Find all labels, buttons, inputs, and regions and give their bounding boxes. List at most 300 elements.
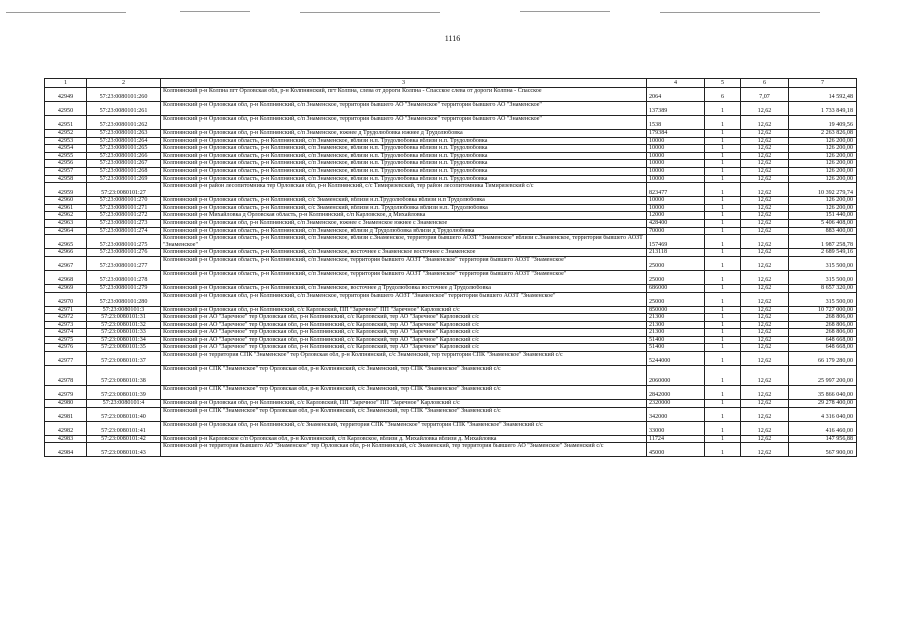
cadastral-number-cell: 57:23:0080101:276: [87, 249, 161, 257]
row-number-cell: 42957: [45, 167, 87, 175]
table-row: [45, 175, 857, 183]
location-description-cell: Колпнянский р-н Орловская обл, р-н Колпнянский, с/п Знаменское, территория бывшего АО "Знаменское" территория бывшего АО "Знаменское": [161, 102, 647, 116]
value-cell: 126 200,00: [789, 137, 857, 145]
row-number-cell: 42950: [45, 102, 87, 116]
rate-cell: 12,62: [741, 386, 789, 400]
cadastral-number-cell: 57:23:0080101:278: [87, 270, 161, 284]
factor-cell: 1: [705, 197, 741, 205]
cadastral-number-cell: 57:23:0080101:261: [87, 102, 161, 116]
area-cell: 10000: [647, 204, 705, 212]
table-row: [45, 386, 857, 400]
cadastral-number-cell: 57:23:0080101:279: [87, 284, 161, 292]
table-row: [45, 88, 857, 102]
location-description-cell: Колпнянский р-н Орловская область, р-н Колпнянский, с/п Знаменское, территория бывшего АОЗТ "Знаменское" территория бывшего АОЗТ "Знаменское": [161, 270, 647, 284]
table-row: [45, 366, 857, 386]
factor-cell: 1: [705, 167, 741, 175]
area-cell: 10000: [647, 137, 705, 145]
area-cell: 1538: [647, 116, 705, 130]
rate-cell: 12,62: [741, 400, 789, 408]
area-cell: 33000: [647, 421, 705, 435]
area-cell: 10000: [647, 145, 705, 153]
row-number-cell: 42977: [45, 352, 87, 366]
factor-cell: 1: [705, 204, 741, 212]
value-cell: 567 900,00: [789, 443, 857, 457]
location-description-cell: Колпнянский р-н Орловская обл, р-н Колпнянский, с/п Знаменское, территория бывшего АОЗТ "Знаменское" территория бывшего АОЗТ "Знаменское": [161, 292, 647, 306]
row-number-cell: 42979: [45, 386, 87, 400]
factor-cell: 1: [705, 336, 741, 344]
table-row: [45, 102, 857, 116]
factor-cell: 1: [705, 256, 741, 270]
cadastral-number-cell: 57:23:0080101:277: [87, 256, 161, 270]
rate-cell: 12,62: [741, 344, 789, 352]
rate-cell: 12,62: [741, 137, 789, 145]
cadastral-number-cell: 57:23:0080101:43: [87, 443, 161, 457]
area-cell: 51400: [647, 344, 705, 352]
value-cell: 416 460,00: [789, 421, 857, 435]
value-cell: 4 316 040,00: [789, 407, 857, 421]
factor-cell: 1: [705, 421, 741, 435]
factor-cell: 1: [705, 435, 741, 443]
factor-cell: 1: [705, 292, 741, 306]
factor-cell: 1: [705, 400, 741, 408]
factor-cell: 1: [705, 407, 741, 421]
column-header: 5: [705, 79, 741, 88]
factor-cell: 1: [705, 306, 741, 314]
rate-cell: 12,62: [741, 212, 789, 220]
value-cell: 268 806,00: [789, 329, 857, 337]
rate-cell: 12,62: [741, 284, 789, 292]
factor-cell: 1: [705, 152, 741, 160]
location-description-cell: Колпнянский р-н Орловская область, р-н Колпнянский, с/п Знаменское, вблизи н.п. Трудолюбовка вблизи н.п. Трудолюбовка: [161, 145, 647, 153]
cadastral-number-cell: 57:23:0080101:34: [87, 336, 161, 344]
rate-cell: 12,62: [741, 329, 789, 337]
cadastral-number-cell: 57:23:0080101:275: [87, 235, 161, 249]
area-cell: 2060000: [647, 366, 705, 386]
table-row: [45, 160, 857, 168]
value-cell: 10 727 000,00: [789, 306, 857, 314]
value-cell: 315 500,00: [789, 270, 857, 284]
factor-cell: 1: [705, 249, 741, 257]
factor-cell: 1: [705, 175, 741, 183]
rate-cell: 12,62: [741, 235, 789, 249]
row-number-cell: 42975: [45, 336, 87, 344]
row-number-cell: 42980: [45, 400, 87, 408]
value-cell: 648 668,00: [789, 336, 857, 344]
rate-cell: 12,62: [741, 167, 789, 175]
factor-cell: 1: [705, 130, 741, 138]
rate-cell: 12,62: [741, 321, 789, 329]
rate-cell: 12,62: [741, 219, 789, 227]
area-cell: 21300: [647, 314, 705, 322]
table-row: [45, 284, 857, 292]
rate-cell: 12,62: [741, 256, 789, 270]
rate-cell: 12,62: [741, 183, 789, 197]
table-row: [45, 183, 857, 197]
location-description-cell: Колпнянский р-н Орловская область, р-н Колпнянский, с/п Знаменское, вблизи н.п. Трудолюбовка вблизи н.п. Трудолюбовка: [161, 152, 647, 160]
location-description-cell: Колпнянский р-н Орловская обл, р-н Колпнянский, с/п Знаменское, территория бывшего АО "Знаменское" территория бывшего АО "Знаменское": [161, 116, 647, 130]
factor-cell: 1: [705, 219, 741, 227]
factor-cell: 1: [705, 227, 741, 235]
factor-cell: 1: [705, 145, 741, 153]
row-number-cell: 42962: [45, 212, 87, 220]
value-cell: 126 200,00: [789, 160, 857, 168]
column-header: 4: [647, 79, 705, 88]
cadastral-number-cell: 57:23:0080101:37: [87, 352, 161, 366]
area-cell: 25000: [647, 270, 705, 284]
scan-artifact-line: [6, 12, 126, 13]
location-description-cell: Колпнянский р-н АО "Заречное" тер Орловская обл, р-н Колпнянский, с/с Карловский, тер АО "Заречное" Карловский с/с: [161, 314, 647, 322]
value-cell: 19 409,56: [789, 116, 857, 130]
cadastral-number-cell: 57:23:0080101:274: [87, 227, 161, 235]
value-cell: 2 689 549,16: [789, 249, 857, 257]
column-header: 6: [741, 79, 789, 88]
area-cell: 2320000: [647, 400, 705, 408]
value-cell: 883 400,00: [789, 227, 857, 235]
factor-cell: 1: [705, 352, 741, 366]
value-cell: 29 278 400,00: [789, 400, 857, 408]
cadastral-number-cell: 57:23:0080101:262: [87, 116, 161, 130]
cadastral-number-cell: 57:23:0080101:263: [87, 130, 161, 138]
location-description-cell: Колпнянский р-н Орловская обл, р-н Колпнянский, с/п Знаменское, южнее с Знаменское южнее с Знаменское: [161, 219, 647, 227]
area-cell: 137389: [647, 102, 705, 116]
area-cell: 10000: [647, 152, 705, 160]
rate-cell: 7,07: [741, 88, 789, 102]
factor-cell: 1: [705, 235, 741, 249]
row-number-cell: 42963: [45, 219, 87, 227]
area-cell: 2842000: [647, 386, 705, 400]
scan-artifact-line: [180, 11, 250, 12]
table-row: [45, 235, 857, 249]
cadastral-number-cell: 57:23:0080101:271: [87, 204, 161, 212]
value-cell: 315 500,00: [789, 292, 857, 306]
scan-artifact-line: [660, 12, 820, 13]
cadastral-number-cell: 57:23:0080101:35: [87, 344, 161, 352]
column-header: 2: [87, 79, 161, 88]
cadastral-number-cell: 57:23:0080101:269: [87, 175, 161, 183]
value-cell: 1 987 258,78: [789, 235, 857, 249]
area-cell: 823477: [647, 183, 705, 197]
area-cell: 10000: [647, 197, 705, 205]
table-row: [45, 227, 857, 235]
value-cell: 315 500,00: [789, 256, 857, 270]
row-number-cell: 42967: [45, 256, 87, 270]
value-cell: 25 997 200,00: [789, 366, 857, 386]
land-parcels-table: [44, 78, 857, 457]
location-description-cell: Колпнянский р-н СПК "Знаменское" тер Орловская обл, р-н Колпнянский, с/с Знаменский, тер СПК "Знаменское" Знаменский с/с: [161, 386, 647, 400]
rate-cell: 12,62: [741, 336, 789, 344]
page-number: 1116: [444, 34, 461, 43]
location-description-cell: Колпнянский р-н Орловская область, р-н Колпнянский, с/п Знаменское, восточнее с Знаменское восточнее с Знаменское: [161, 249, 647, 257]
column-header: 1: [45, 79, 87, 88]
area-cell: 2064: [647, 88, 705, 102]
location-description-cell: Колпнянский р-н СПК "Знаменское" тер Орловская обл, р-н Колпнянский, с/с Знаменский, тер СПК "Знаменское" Знаменский с/с: [161, 407, 647, 421]
cadastral-number-cell: 57:23:0080101:272: [87, 212, 161, 220]
value-cell: 1 733 849,18: [789, 102, 857, 116]
factor-cell: 1: [705, 102, 741, 116]
rate-cell: 12,62: [741, 306, 789, 314]
area-cell: 157469: [647, 235, 705, 249]
value-cell: 35 866 040,00: [789, 386, 857, 400]
area-cell: 21300: [647, 321, 705, 329]
factor-cell: 1: [705, 212, 741, 220]
table-row: [45, 400, 857, 408]
row-number-cell: 42965: [45, 235, 87, 249]
cadastral-number-cell: 57:23:0080101:260: [87, 88, 161, 102]
row-number-cell: 42971: [45, 306, 87, 314]
area-cell: 51400: [647, 336, 705, 344]
location-description-cell: Колпнянский р-н район лесопитомника тер Орловская обл, р-н Колпнянский, с/с Тимирязевский, тер район лесопитомника Тимирязевский с/с: [161, 183, 647, 197]
value-cell: 126 200,00: [789, 197, 857, 205]
location-description-cell: Колпнянский р-н Орловская область, р-н Колпнянский, с/п Знаменское, вблизи н.п. Трудолюбовка вблизи н.п. Трудолюбовка: [161, 167, 647, 175]
cadastral-number-cell: 57:23:0080101:31: [87, 314, 161, 322]
table-row: [45, 145, 857, 153]
table-row: [45, 443, 857, 457]
cadastral-number-cell: 57:23:0080101:265: [87, 145, 161, 153]
row-number-cell: 42982: [45, 421, 87, 435]
cadastral-number-cell: 57:23:0080101:32: [87, 321, 161, 329]
row-number-cell: 42951: [45, 116, 87, 130]
table-row: [45, 306, 857, 314]
row-number-cell: 42970: [45, 292, 87, 306]
location-description-cell: Колпнянский р-н Колпна пгт Орловская обл, р-н Колпнянский, пгт Колпна, слева от дороги Колпна - Спасское слева от дороги Колпна - Спасское: [161, 88, 647, 102]
factor-cell: 1: [705, 183, 741, 197]
value-cell: 8 657 320,00: [789, 284, 857, 292]
location-description-cell: Колпнянский р-н Орловская область, р-н Колпнянский, с/п Знаменское, вблизи н.п. Трудолюбовка вблизи н.п. Трудолюбовка: [161, 160, 647, 168]
row-number-cell: 42976: [45, 344, 87, 352]
row-number-cell: 42952: [45, 130, 87, 138]
rate-cell: 12,62: [741, 270, 789, 284]
rate-cell: 12,62: [741, 102, 789, 116]
row-number-cell: 42978: [45, 366, 87, 386]
column-header: 7: [789, 79, 857, 88]
table-row: [45, 167, 857, 175]
rate-cell: 12,62: [741, 145, 789, 153]
row-number-cell: 42959: [45, 183, 87, 197]
area-cell: 21300: [647, 329, 705, 337]
table-row: [45, 137, 857, 145]
cadastral-number-cell: 57:23:0080101:266: [87, 152, 161, 160]
area-cell: 12000: [647, 212, 705, 220]
row-number-cell: 42949: [45, 88, 87, 102]
table-row: [45, 270, 857, 284]
location-description-cell: Колпнянский р-н Орловская область, р-н Колпнянский, с/п Знаменское, вблизи н.п. Трудолюбовка вблизи н.п. Трудолюбовка: [161, 175, 647, 183]
table-row: [45, 256, 857, 270]
value-cell: 648 668,00: [789, 344, 857, 352]
value-cell: 66 179 280,00: [789, 352, 857, 366]
location-description-cell: Колпнянский р-н Орловская область, р-н Колпнянский, с/с Знаменский, вблизи н.п. Трудолюбовка вблизи н.п. Трудолюбовка: [161, 204, 647, 212]
factor-cell: 1: [705, 321, 741, 329]
cadastral-number-cell: 57:23:0080101:3: [87, 306, 161, 314]
value-cell: 268 806,00: [789, 314, 857, 322]
factor-cell: 1: [705, 443, 741, 457]
factor-cell: 1: [705, 270, 741, 284]
rate-cell: 12,62: [741, 352, 789, 366]
cadastral-number-cell: 57:23:0080101:273: [87, 219, 161, 227]
scan-artifact-line: [300, 12, 440, 13]
table-row: [45, 329, 857, 337]
value-cell: 14 592,48: [789, 88, 857, 102]
location-description-cell: Колпнянский р-н Орловская область, р-н Колпнянский, с/п Знаменское, территория бывшего АОЗТ "Знаменское" территория бывшего АОЗТ "Знаменское": [161, 256, 647, 270]
cadastral-number-cell: 57:23:0080101:270: [87, 197, 161, 205]
table-row: [45, 344, 857, 352]
cadastral-number-cell: 57:23:0080101:41: [87, 421, 161, 435]
cadastral-number-cell: 57:23:0080101:42: [87, 435, 161, 443]
rate-cell: 12,62: [741, 152, 789, 160]
value-cell: 126 200,00: [789, 145, 857, 153]
location-description-cell: Колпнянский р-н АО "Заречное" тер Орловская обл, р-н Колпнянский, с/с Карловский, тер АО "Заречное" Карловский с/с: [161, 321, 647, 329]
row-number-cell: 42981: [45, 407, 87, 421]
value-cell: 10 392 279,74: [789, 183, 857, 197]
row-number-cell: 42958: [45, 175, 87, 183]
location-description-cell: Колпнянский р-н АО "Заречное" тер Орловская обл, р-н Колпнянский, с/с Карловский, тер АО "Заречное" Карловский с/с: [161, 336, 647, 344]
table-row: [45, 212, 857, 220]
rate-cell: 12,62: [741, 435, 789, 443]
rate-cell: 12,62: [741, 160, 789, 168]
location-description-cell: Колпнянский р-н АО "Заречное" тер Орловская обл, р-н Колпнянский, с/с Карловский, тер АО "Заречное" Карловский с/с: [161, 344, 647, 352]
row-number-cell: 42956: [45, 160, 87, 168]
cadastral-number-cell: 57:23:0080101:40: [87, 407, 161, 421]
rate-cell: 12,62: [741, 227, 789, 235]
row-number-cell: 42972: [45, 314, 87, 322]
location-description-cell: Колпнянский р-н Михайловка д Орловская область, р-н Колпнянский, с/п Карловское, д Михайловка: [161, 212, 647, 220]
table-row: [45, 407, 857, 421]
row-number-cell: 42973: [45, 321, 87, 329]
location-description-cell: Колпнянский р-н АО "Заречное" тер Орловская обл, р-н Колпнянский, с/с Карловский, тер АО "Заречное" Карловский с/с: [161, 329, 647, 337]
table-row: [45, 116, 857, 130]
value-cell: 126 200,00: [789, 167, 857, 175]
location-description-cell: Колпнянский р-н СПК "Знаменское" тер Орловская обл, р-н Колпнянский, с/с Знаменский, тер СПК "Знаменское" Знаменский с/с: [161, 366, 647, 386]
cadastral-number-cell: 57:23:0080101:27: [87, 183, 161, 197]
table-row: [45, 352, 857, 366]
header-row: [45, 79, 857, 88]
table-row: [45, 197, 857, 205]
area-cell: 342000: [647, 407, 705, 421]
table-row: [45, 219, 857, 227]
cadastral-number-cell: 57:23:0080101:268: [87, 167, 161, 175]
value-cell: 126 200,00: [789, 152, 857, 160]
factor-cell: 1: [705, 116, 741, 130]
area-cell: 428400: [647, 219, 705, 227]
area-cell: 686000: [647, 284, 705, 292]
location-description-cell: Колпнянский р-н Орловская область, р-н Колпнянский, с/п Знаменское, вблизи д Трудолюбовка вблизи д Трудолюбовка: [161, 227, 647, 235]
area-cell: 850000: [647, 306, 705, 314]
rate-cell: 12,62: [741, 204, 789, 212]
area-cell: 10000: [647, 160, 705, 168]
rate-cell: 12,62: [741, 292, 789, 306]
table-row: [45, 435, 857, 443]
area-cell: 11724: [647, 435, 705, 443]
rate-cell: 12,62: [741, 421, 789, 435]
rate-cell: 12,62: [741, 130, 789, 138]
table-row: [45, 204, 857, 212]
location-description-cell: Колпнянский р-н Орловская обл, р-н Колпнянский, с/с Карловский, ПП "Заречное" ПП "Заречное" Карловский с/с: [161, 400, 647, 408]
row-number-cell: 42961: [45, 204, 87, 212]
row-number-cell: 42964: [45, 227, 87, 235]
location-description-cell: Колпнянский р-н Орловская обл, р-н Колпнянский, с/с Карловский, ПП "Заречное" ПП "Заречное" Карловский с/с: [161, 306, 647, 314]
area-cell: 45000: [647, 443, 705, 457]
value-cell: 126 200,00: [789, 175, 857, 183]
table-row: [45, 314, 857, 322]
table-row: [45, 292, 857, 306]
area-cell: 10000: [647, 175, 705, 183]
row-number-cell: 42983: [45, 435, 87, 443]
factor-cell: 1: [705, 386, 741, 400]
factor-cell: 1: [705, 344, 741, 352]
cadastral-number-cell: 57:23:0080101:38: [87, 366, 161, 386]
rate-cell: 12,62: [741, 366, 789, 386]
value-cell: 2 263 826,08: [789, 130, 857, 138]
cadastral-number-cell: 57:23:0080101:39: [87, 386, 161, 400]
table-row: [45, 249, 857, 257]
location-description-cell: Колпнянский р-н Орловская обл, р-н Колпнянский, с/п Знаменское, южнее д Трудолюбовка южнее д Трудолюбовка: [161, 130, 647, 138]
location-description-cell: Колпнянский р-н Орловская обл, р-н Колпнянский, с/с Знаменский, территория СПК "Знаменское" территория СПК "Знаменское" Знаменский с/с: [161, 421, 647, 435]
rate-cell: 12,62: [741, 249, 789, 257]
location-description-cell: Колпнянский р-н Орловская область, р-н Колпнянский, с/с Знаменский, вблизи н.п.Трудолюбовка вблизи н.п Трудолюбовка: [161, 197, 647, 205]
area-cell: 213118: [647, 249, 705, 257]
area-cell: 70000: [647, 227, 705, 235]
factor-cell: 1: [705, 366, 741, 386]
table-row: [45, 421, 857, 435]
location-description-cell: Колпнянский р-н Орловская область, р-н Колпнянский, с/п Знаменское, восточнее д Трудолюбовка восточнее д Трудолюбовка: [161, 284, 647, 292]
rate-cell: 12,62: [741, 443, 789, 457]
cadastral-number-cell: 57:23:0080101:264: [87, 137, 161, 145]
table-row: [45, 321, 857, 329]
factor-cell: 1: [705, 329, 741, 337]
value-cell: 147 956,88: [789, 435, 857, 443]
row-number-cell: 42966: [45, 249, 87, 257]
factor-cell: 1: [705, 137, 741, 145]
value-cell: 5 406 408,00: [789, 219, 857, 227]
rate-cell: 12,62: [741, 197, 789, 205]
row-number-cell: 42953: [45, 137, 87, 145]
row-number-cell: 42969: [45, 284, 87, 292]
value-cell: 151 440,00: [789, 212, 857, 220]
row-number-cell: 42955: [45, 152, 87, 160]
location-description-cell: Колпнянский р-н территория СПК "Знаменское" тер Орловская обл, р-н Колпнянский, с/с Знаменский, тер территория СПК "Знаменское" Знаменский с/с: [161, 352, 647, 366]
row-number-cell: 42974: [45, 329, 87, 337]
row-number-cell: 42968: [45, 270, 87, 284]
value-cell: 126 200,00: [789, 204, 857, 212]
factor-cell: 1: [705, 160, 741, 168]
area-cell: 179384: [647, 130, 705, 138]
location-description-cell: Колпнянский р-н Карловское с/п Орловская обл, р-н Колпнянский, с/п Карловское, вблизи д. Михайловка вблизи д. Михайловка: [161, 435, 647, 443]
row-number-cell: 42960: [45, 197, 87, 205]
rate-cell: 12,62: [741, 407, 789, 421]
factor-cell: 1: [705, 284, 741, 292]
area-cell: 25000: [647, 292, 705, 306]
rate-cell: 12,62: [741, 116, 789, 130]
cadastral-number-cell: 57:23:0080101:33: [87, 329, 161, 337]
location-description-cell: Колпнянский р-н Орловская область, р-н Колпнянский, с/п Знаменское, вблизи н.п. Трудолюбовка вблизи н.п. Трудолюбовка: [161, 137, 647, 145]
factor-cell: 1: [705, 314, 741, 322]
area-cell: 25000: [647, 256, 705, 270]
factor-cell: 6: [705, 88, 741, 102]
area-cell: 10000: [647, 167, 705, 175]
cadastral-number-cell: 57:23:0080101:4: [87, 400, 161, 408]
column-header: 3: [161, 79, 647, 88]
table-row: [45, 130, 857, 138]
area-cell: 5244000: [647, 352, 705, 366]
row-number-cell: 42954: [45, 145, 87, 153]
rate-cell: 12,62: [741, 314, 789, 322]
row-number-cell: 42984: [45, 443, 87, 457]
table-row: [45, 152, 857, 160]
cadastral-number-cell: 57:23:0080101:280: [87, 292, 161, 306]
cadastral-number-cell: 57:23:0080101:267: [87, 160, 161, 168]
table-row: [45, 336, 857, 344]
location-description-cell: Колпнянский р-н территория бывшего АО "Знаменское" тер Орловская обл, р-н Колпнянский, с/с Знаменский, тер территория бывшего АО "Знаменское" Знаменский с/с: [161, 443, 647, 457]
value-cell: 268 806,00: [789, 321, 857, 329]
